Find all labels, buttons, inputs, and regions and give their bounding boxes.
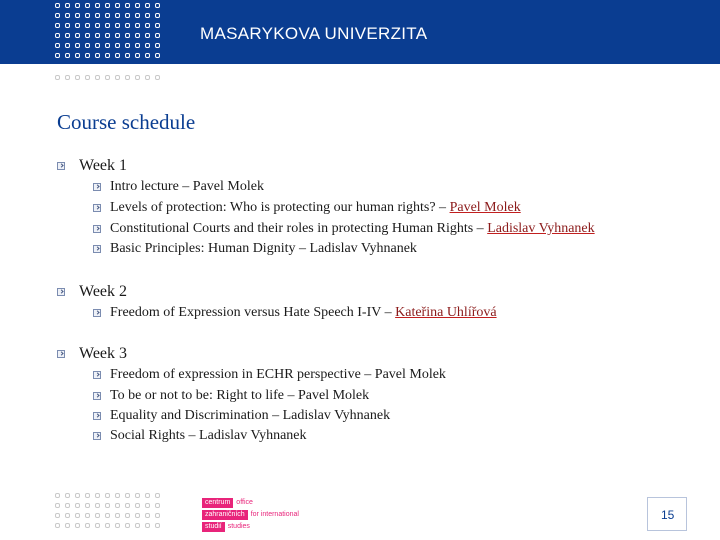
pattern-dot	[135, 513, 140, 518]
pattern-dot	[155, 23, 160, 28]
pattern-dot	[115, 33, 120, 38]
cze-logo: centrum office zahraničních for international studií studies	[202, 497, 299, 533]
bullet-icon	[93, 225, 101, 233]
pattern-dot	[145, 523, 150, 528]
bullet-icon	[93, 309, 101, 317]
pattern-dot	[125, 75, 130, 80]
bullet-icon	[57, 162, 65, 170]
pattern-dot	[105, 23, 110, 28]
pattern-dot	[125, 523, 130, 528]
pattern-dot	[125, 493, 130, 498]
pattern-dot	[145, 3, 150, 8]
pattern-dot	[55, 23, 60, 28]
pattern-dot	[155, 13, 160, 18]
pattern-dot	[75, 43, 80, 48]
pattern-dot	[95, 3, 100, 8]
list-item: Freedom of expression in ECHR perspective – Pavel Molek	[93, 367, 446, 383]
header-dot-pattern	[55, 3, 165, 63]
pattern-dot	[125, 43, 130, 48]
pattern-dot	[65, 493, 70, 498]
pattern-dot	[135, 3, 140, 8]
list-item: Social Rights – Ladislav Vyhnanek	[93, 428, 307, 444]
pattern-dot	[55, 43, 60, 48]
pattern-dot	[115, 513, 120, 518]
pattern-dot	[155, 43, 160, 48]
pattern-dot	[95, 523, 100, 528]
list-item: Levels of protection: Who is protecting our human rights? – Pavel Molek	[93, 200, 521, 216]
pattern-dot	[55, 3, 60, 8]
slide-title: Course schedule	[57, 110, 196, 134]
pattern-dot	[135, 75, 140, 80]
pattern-dot	[135, 13, 140, 18]
list-item: Equality and Discrimination – Ladislav Vyhnanek	[93, 408, 390, 424]
pattern-dot	[145, 23, 150, 28]
pattern-dot	[65, 523, 70, 528]
list-item: To be or not to be: Right to life – Pavel Molek	[93, 388, 369, 404]
pattern-dot	[105, 503, 110, 508]
pattern-dot	[105, 13, 110, 18]
pattern-dot	[125, 33, 130, 38]
pattern-dot	[115, 13, 120, 18]
pattern-dot	[135, 33, 140, 38]
pattern-dot	[155, 493, 160, 498]
university-name: MASARYKOVA UNIVERZITA	[200, 24, 428, 43]
pattern-dot	[65, 33, 70, 38]
pattern-dot	[75, 523, 80, 528]
pattern-dot	[85, 75, 90, 80]
bullet-icon	[93, 392, 101, 400]
pattern-dot	[55, 13, 60, 18]
pattern-dot	[85, 53, 90, 58]
pattern-dot	[105, 43, 110, 48]
pattern-dot	[105, 75, 110, 80]
pattern-dot	[135, 523, 140, 528]
pattern-dot	[65, 13, 70, 18]
pattern-dot	[115, 523, 120, 528]
bullet-icon	[93, 204, 101, 212]
pattern-dot	[125, 13, 130, 18]
pattern-dot	[65, 503, 70, 508]
pattern-dot	[75, 503, 80, 508]
pattern-dot	[95, 43, 100, 48]
pattern-dot	[75, 3, 80, 8]
pattern-dot	[115, 75, 120, 80]
pattern-dot	[95, 75, 100, 80]
bullet-icon	[93, 245, 101, 253]
pattern-dot	[75, 53, 80, 58]
bullet-icon	[93, 412, 101, 420]
pattern-dot	[145, 75, 150, 80]
pattern-dot	[55, 493, 60, 498]
list-item: Constitutional Courts and their roles in protecting Human Rights – Ladislav Vyhnanek	[93, 221, 595, 237]
pattern-dot	[75, 75, 80, 80]
pattern-dot	[155, 503, 160, 508]
pattern-dot	[125, 3, 130, 8]
week-3-heading: Week 3	[57, 345, 127, 363]
pattern-dot	[75, 13, 80, 18]
pattern-dot	[95, 23, 100, 28]
pattern-dot	[95, 503, 100, 508]
week-2-heading: Week 2	[57, 283, 127, 301]
pattern-dot	[155, 3, 160, 8]
pattern-dot	[155, 523, 160, 528]
lecturer-link[interactable]: Ladislav Vyhnanek	[487, 221, 595, 236]
pattern-dot	[105, 3, 110, 8]
pattern-dot	[85, 33, 90, 38]
pattern-dot	[65, 3, 70, 8]
pattern-dot	[65, 23, 70, 28]
pattern-dot	[155, 33, 160, 38]
pattern-dot	[135, 43, 140, 48]
pattern-dot	[85, 23, 90, 28]
pattern-dot	[125, 503, 130, 508]
pattern-dot	[85, 13, 90, 18]
pattern-dot	[85, 523, 90, 528]
pattern-dot	[65, 513, 70, 518]
pattern-dot	[125, 23, 130, 28]
pattern-dot	[105, 53, 110, 58]
pattern-dot	[55, 513, 60, 518]
pattern-dot	[55, 503, 60, 508]
pattern-dot	[115, 3, 120, 8]
pattern-dot	[95, 13, 100, 18]
pattern-dot	[115, 503, 120, 508]
pattern-dot	[65, 43, 70, 48]
pattern-dot	[55, 33, 60, 38]
pattern-dot	[145, 43, 150, 48]
pattern-dot	[135, 53, 140, 58]
pattern-dot	[115, 43, 120, 48]
pattern-dot	[75, 23, 80, 28]
pattern-dot	[85, 513, 90, 518]
pattern-dot	[145, 493, 150, 498]
header-dot-pattern-lower	[55, 75, 165, 85]
pattern-dot	[135, 503, 140, 508]
pattern-dot	[75, 493, 80, 498]
pattern-dot	[105, 513, 110, 518]
pattern-dot	[155, 53, 160, 58]
pattern-dot	[115, 23, 120, 28]
pattern-dot	[75, 33, 80, 38]
pattern-dot	[85, 43, 90, 48]
pattern-dot	[65, 75, 70, 80]
pattern-dot	[125, 513, 130, 518]
pattern-dot	[125, 53, 130, 58]
pattern-dot	[145, 33, 150, 38]
pattern-dot	[105, 33, 110, 38]
pattern-dot	[115, 493, 120, 498]
pattern-dot	[75, 513, 80, 518]
pattern-dot	[95, 33, 100, 38]
lecturer-link[interactable]: Pavel Molek	[449, 200, 521, 215]
pattern-dot	[155, 75, 160, 80]
pattern-dot	[135, 493, 140, 498]
pattern-dot	[145, 13, 150, 18]
list-item: Basic Principles: Human Dignity – Ladislav Vyhnanek	[93, 241, 417, 257]
footer-dot-pattern	[55, 493, 165, 533]
bullet-icon	[57, 350, 65, 358]
pattern-dot	[155, 513, 160, 518]
pattern-dot	[55, 523, 60, 528]
pattern-dot	[95, 493, 100, 498]
pattern-dot	[55, 53, 60, 58]
lecturer-link[interactable]: Kateřina Uhlířová	[395, 305, 497, 320]
pattern-dot	[135, 23, 140, 28]
pattern-dot	[85, 503, 90, 508]
pattern-dot	[85, 493, 90, 498]
pattern-dot	[105, 493, 110, 498]
pattern-dot	[115, 53, 120, 58]
header-bar	[0, 0, 720, 64]
page-number: 15	[661, 508, 675, 522]
list-item: Intro lecture – Pavel Molek	[93, 179, 264, 195]
pattern-dot	[145, 53, 150, 58]
bullet-icon	[93, 371, 101, 379]
bullet-icon	[57, 288, 65, 296]
pattern-dot	[55, 75, 60, 80]
bullet-icon	[93, 183, 101, 191]
pattern-dot	[85, 3, 90, 8]
pattern-dot	[95, 513, 100, 518]
pattern-dot	[95, 53, 100, 58]
bullet-icon	[93, 432, 101, 440]
list-item: Freedom of Expression versus Hate Speech I-IV – Kateřina Uhlířová	[93, 305, 497, 321]
pattern-dot	[105, 523, 110, 528]
week-1-heading: Week 1	[57, 157, 127, 175]
pattern-dot	[65, 53, 70, 58]
pattern-dot	[145, 513, 150, 518]
pattern-dot	[145, 503, 150, 508]
